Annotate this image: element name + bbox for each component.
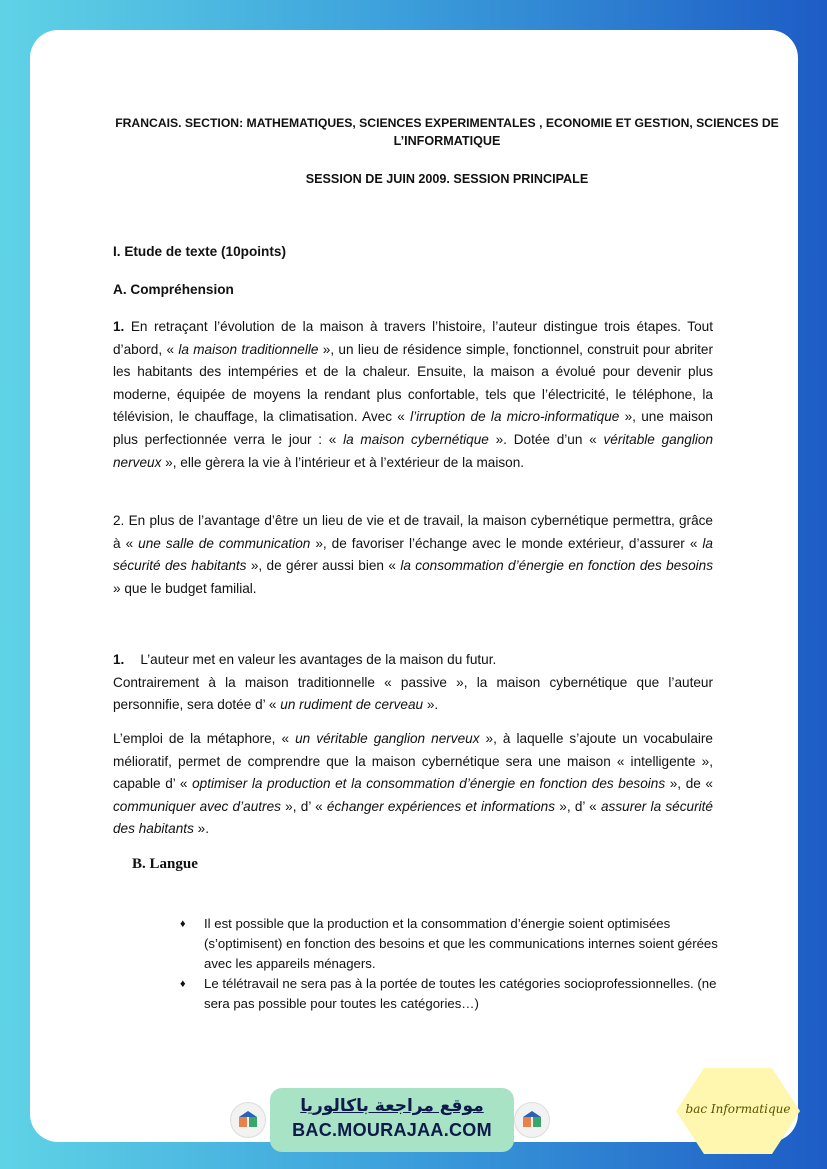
- answer-3-lead: 1. L’auteur met en valeur les avantages de la maison du futur.: [113, 652, 497, 667]
- diamond-bullet-icon: ♦: [180, 918, 186, 930]
- bac-informatique-badge: bac Informatique: [674, 1066, 802, 1156]
- answer-4: L’emploi de la métaphore, « un véritable ganglion nerveux », à laquelle s’ajoute un vocabulaire mélioratif, permet de comprendre que la maison cybernétique sera une maison « intelligente », capable d’ « optimiser la production et la consommation d’énergie en fonction des besoins », de « communiquer avec d’autres », d’ « échanger expériences et informations », d’ « assurer la sécurité des habitants ».: [113, 731, 713, 837]
- list-item: ♦ Le télétravail ne sera pas à la portée de toutes les catégories socioprofessionnelles. (ne sera pas possible pour toutes les catégories…): [180, 976, 717, 1011]
- site-arabic-title[interactable]: موقع مراجعة باكالوريا: [300, 1096, 484, 1116]
- header-title: [113, 116, 781, 148]
- list-item: ♦ Il est possible que la production et la consommation d’énergie soient optimisées (s’optimisent) en fonction des besoins et que les communications internes soient gérées avec les appareils ménagers.: [180, 916, 718, 971]
- header-line-2: L’INFORMATIQUE: [393, 134, 501, 148]
- sectionB-heading: B. Langue: [132, 856, 198, 872]
- answer-3: [113, 649, 713, 717]
- part1-heading: I. Etude de texte (10points): [113, 244, 286, 259]
- site-logo-icon: [230, 1102, 266, 1138]
- langue-bullets: [180, 914, 720, 1014]
- answer-1-number: 1.: [113, 319, 125, 334]
- answer-3-body: Contrairement à la maison traditionnelle « passive », la maison cybernétique que l’auteur personnifie, sera dotée d’ « un rudiment de cerveau ».: [113, 674, 713, 713]
- answer-2: 2. En plus de l’avantage d’être un lieu de vie et de travail, la maison cybernétique permettra, grâce à « une salle de communication », de favoriser l’échange avec le monde extérieur, d’assurer « la sécurité des habitants », de gérer aussi bien « la consommation d’énergie en fonction des besoins » que le budget familial.: [113, 513, 714, 596]
- site-logo-icon: [514, 1102, 550, 1138]
- diamond-bullet-icon: ♦: [180, 978, 186, 990]
- site-banner[interactable]: [270, 1088, 514, 1152]
- header-line-1: FRANCAIS. SECTION: MATHEMATIQUES, SCIENCES EXPERIMENTALES , ECONOMIE ET GESTION, SCIENCES DE: [115, 116, 779, 130]
- sectionA-heading: A. Compréhension: [113, 282, 234, 297]
- answer-1: 1. En retraçant l’évolution de la maison à travers l’histoire, l’auteur distingue trois étapes. Tout d’abord, « la maison traditionnelle », un lieu de résidence simple, fonctionnel, construit pour abriter les habitants des intempéries et de la chaleur. Ensuite, la maison a évolué pour devenir plus moderne, équipée de moyens la rendant plus confortable, tels que l’électricité, le téléphone, la télévision, le chauffage, la climatisation. Avec « l’irruption de la micro-informatique », une maison plus perfectionnée verra le jour : « la maison cybernétique ». Dotée d’un « véritable ganglion nerveux », elle gèrera la vie à l’intérieur et à l’extérieur de la maison.: [113, 319, 714, 470]
- site-url-link[interactable]: BAC.MOURAJAA.COM: [292, 1120, 492, 1140]
- session-title: SESSION DE JUIN 2009. SESSION PRINCIPALE: [305, 172, 589, 186]
